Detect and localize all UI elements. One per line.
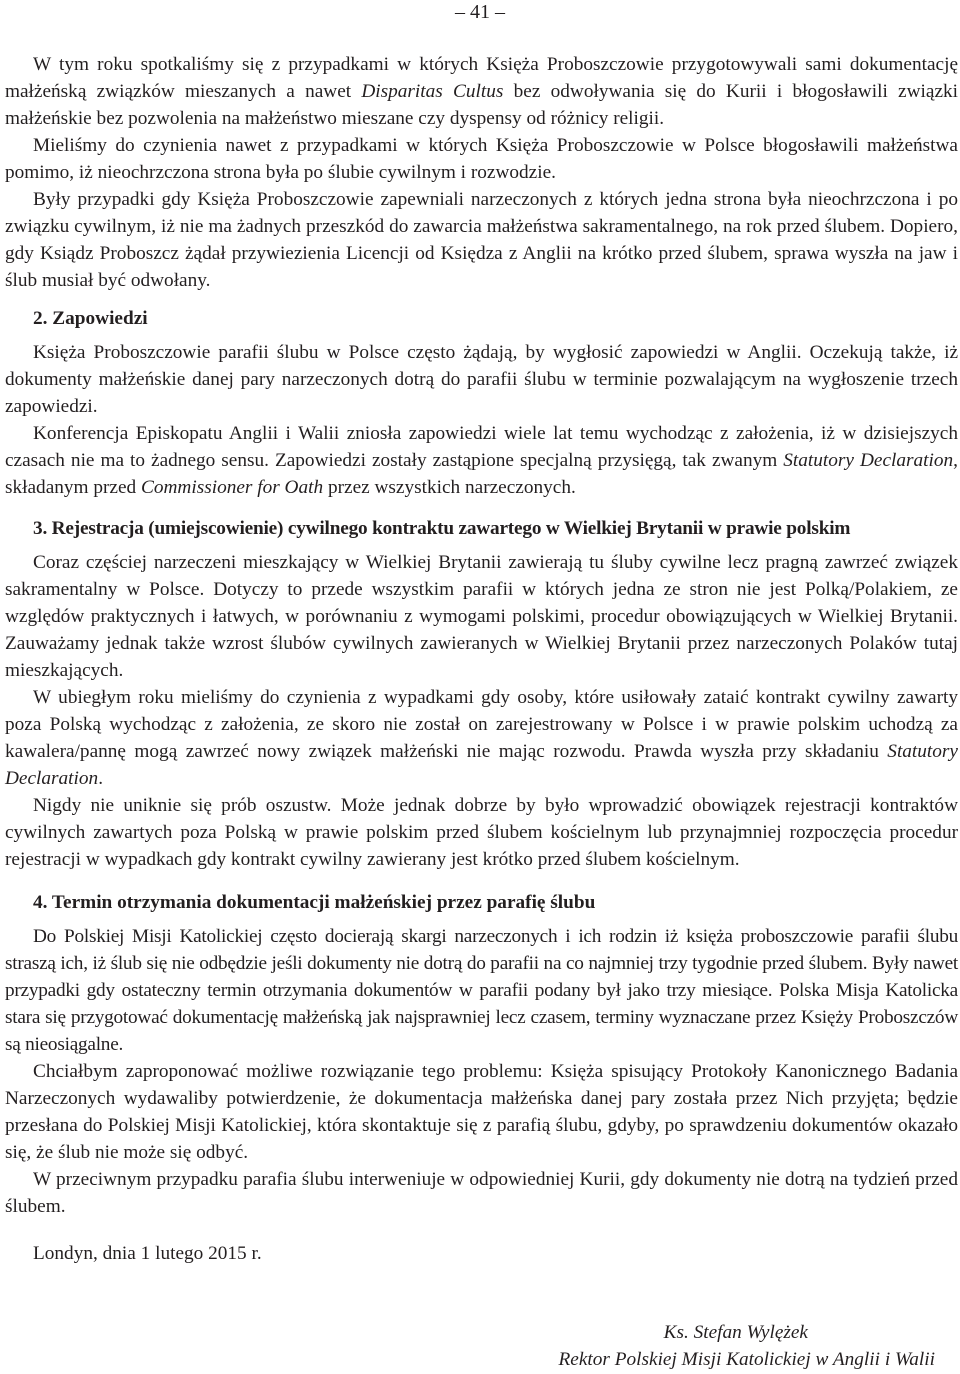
paragraph: Chciałbym zaproponować możliwe rozwiązanie tego problemu: Księża spisujący Protokoły Kanonicznego Badania Narzeczonych wydawaliby potwierdzenie, że dokumentacja małżeńska danej pary została przez Nich przyjęta; będzie przesłana do Polskiej Misji Katolickiej, która skontaktuje się z parafią ślubu, gdyby, po sprawdzeniu dokumentów okazało się, że ślub nie może się odbyć. — [5, 1061, 958, 1163]
section-heading-zapowiedzi: 2. Zapowiedzi — [33, 308, 148, 329]
signature-name: Ks. Stefan Wylężek — [663, 1322, 808, 1343]
section-heading-rejestracja: 3. Rejestracja (umiejscowienie) cywilnego kontraktu zawartego w Wielkiej Brytanii w prawie polskim — [33, 518, 851, 539]
paragraph: Konferencja Episkopatu Anglii i Walii zniosła zapowiedzi wiele lat temu wychodząc z założenia, iż w dzisiejszych czasach nie ma to żadnego sensu. Zapowiedzi zostały zastąpione specjalną przysięgą, tak zwanym Statutory Declaration, składanym przed Commissioner for Oath przez wszystkich narzeczonych. — [5, 423, 958, 498]
paragraph: W przeciwnym przypadku parafia ślubu interweniuje w odpowiedniej Kurii, gdy dokumenty nie dotrą na tydzień przed ślubem. — [5, 1169, 958, 1217]
paragraph: Księża Proboszczowie parafii ślubu w Polsce często żądają, by wygłosić zapowiedzi w Anglii. Oczekują także, iż dokumenty małżeńskie danej pary narzeczonych dotrą do parafii ślubu w terminie pozwalającym na wygłoszenie trzech zapowiedzi. — [5, 342, 958, 417]
signature-title: Rektor Polskiej Misji Katolickiej w Anglii i Walii — [558, 1349, 935, 1370]
paragraph: Mieliśmy do czynienia nawet z przypadkami w których Księża Proboszczowie w Polsce błogosławili małżeństwa pomimo, iż nieochrzczona strona była po ślubie cywilnym i rozwodzie. — [5, 135, 958, 183]
paragraph: Były przypadki gdy Księża Proboszczowie zapewniali narzeczonych z których jedna strona była nieochrzczona i po związku cywilnym, iż nie ma żadnych przeszkód do zawarcia małżeństwa sakramentalnego, na rok przed ślubem. Dopiero, gdy Ksiądz Proboszcz żądał przywiezienia Licencji od Księdza z Anglii na krótko przed ślubem, sprawa wyszła na jaw i ślub musiał być odwołany. — [5, 189, 958, 291]
paragraph: W tym roku spotkaliśmy się z przypadkami w których Księża Proboszczowie przygotowywali sami dokumentację małżeńską związków mieszanych a nawet Disparitas Cultus bez odwoływania się do Kurii i błogosławili związki małżeńskie bez pozwolenia na małżeństwo mieszane czy dyspensy od różnicy religii. — [5, 54, 958, 129]
paragraph: Do Polskiej Misji Katolickiej często docierają skargi narzeczonych i ich rodzin iż księża proboszczowie parafii ślubu straszą ich, iż ślub się nie odbędzie jeśli dokumenty nie dotrą do parafii na co najmniej trzy tygodnie przed ślubem. Były nawet przypadki gdy ostateczny termin otrzymania dokumentów w parafii podany był jako trzy miesiące. Polska Misja Katolicka stara się przygotować dokumentację małżeńską jak najsprawniej lecz czasem, terminy wyznaczane przez Księży Proboszczów są nieosiągalne. — [5, 926, 958, 1055]
date-line: Londyn, dnia 1 lutego 2015 r. — [33, 1243, 262, 1264]
paragraph: Nigdy nie uniknie się prób oszustw. Może jednak dobrze by było wprowadzić obowiązek rejestracji kontraktów cywilnych zawartych poza Polską w prawie polskim przed ślubem kościelnym lub przynajmniej rozpoczęcia procedur rejestracji w wypadkach gdy kontrakt cywilny zawierany jest krótko przed ślubem kościelnym. — [5, 795, 958, 870]
page-number: – 41 – — [455, 1, 505, 23]
section-heading-termin: 4. Termin otrzymania dokumentacji małżeńskiej przez parafię ślubu — [33, 892, 596, 913]
paragraph: W ubiegłym roku mieliśmy do czynienia z wypadkami gdy osoby, które usiłowały zataić kontrakt cywilny zawarty poza Polską wychodząc z założenia, ze skoro nie został on zarejestrowany w Polsce i w prawie polskim uchodzą za kawalera/pannę mogą zawrzeć nowy związek małżeński nie mając rozwodu. Prawda wyszła przy składaniu Statutory Declaration. — [5, 687, 958, 789]
paragraph: Coraz częściej narzeczeni mieszkający w Wielkiej Brytanii zawierają tu śluby cywilne lecz pragną zawrzeć związek sakramentalny w Polsce. Dotyczy to przede wszystkim parafii w których jedna ze stron nie jest Polką/Polakiem, ze względów praktycznych i łatwych, w porównaniu z wymogami polskimi, procedur obowiązujących w Wielkiej Brytanii. Zauważamy jednak także wzrost ślubów cywilnych zawieranych w Wielkiej Brytanii przez narzeczonych Polaków tutaj mieszkających. — [5, 552, 958, 681]
document-body — [5, 51, 958, 1267]
